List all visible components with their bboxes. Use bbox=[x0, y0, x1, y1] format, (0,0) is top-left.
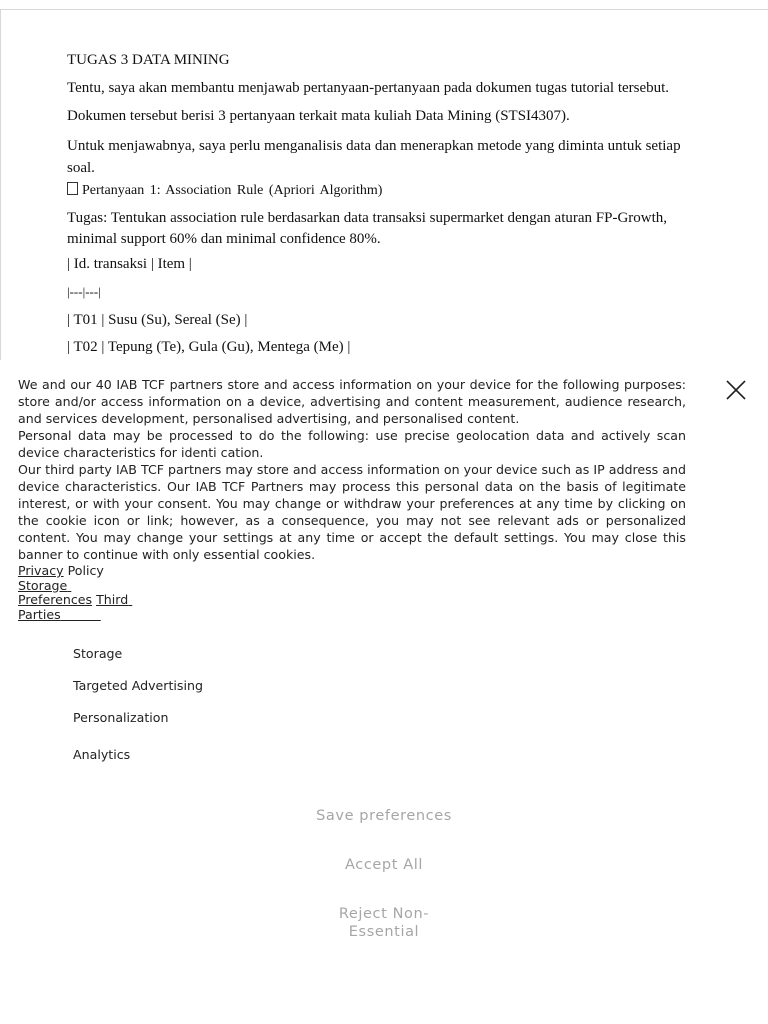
consent-purposes-paragraph: We and our 40 IAB TCF partners store and access information on your device for the following purposes: store and/or access information on a device, advertising and content measurement, audience research, and services development, personalised advertising, and personalised content. bbox=[18, 377, 686, 426]
policy-text: Policy bbox=[67, 563, 104, 578]
category-analytics[interactable]: Analytics bbox=[73, 747, 131, 762]
table-row: | T02 | Tepung (Te), Gula (Gu), Mentega (Me) | bbox=[67, 339, 351, 355]
storage-preferences-link[interactable]: Preferences bbox=[18, 592, 93, 607]
privacy-policy-link[interactable]: Privacy bbox=[18, 563, 64, 578]
category-storage[interactable]: Storage bbox=[73, 646, 123, 661]
intro-paragraph-2: Dokumen tersebut berisi 3 pertanyaan terkait mata kuliah Data Mining (STSI4307). bbox=[67, 108, 570, 124]
document-title: TUGAS 3 DATA MINING bbox=[67, 52, 230, 68]
storage-preferences-link-part[interactable]: Storage bbox=[18, 577, 68, 593]
close-button[interactable] bbox=[724, 378, 748, 402]
save-preferences-button[interactable]: Save preferences bbox=[316, 808, 452, 824]
intro-paragraph-1: Tentu, saya akan membantu menjawab pertanyaan-pertanyaan pada dokumen tugas tutorial tersebut. bbox=[67, 80, 670, 96]
third-parties-link[interactable]: Parties bbox=[18, 606, 61, 622]
missing-glyph-icon bbox=[67, 182, 78, 195]
accept-all-button[interactable]: Accept All bbox=[344, 857, 423, 873]
cookie-consent-banner bbox=[0, 360, 768, 1024]
reject-button-line-1: Reject Non- bbox=[338, 906, 430, 922]
document-page bbox=[0, 9, 768, 369]
category-personalization[interactable]: Personalization bbox=[73, 710, 169, 725]
close-icon bbox=[724, 378, 748, 402]
reject-button-line-2: Essential bbox=[348, 924, 420, 940]
third-parties-link-part[interactable]: Third bbox=[96, 592, 129, 607]
consent-links bbox=[18, 564, 148, 622]
question-1-heading bbox=[67, 182, 382, 199]
reject-non-essential-button[interactable] bbox=[284, 905, 484, 941]
intro-paragraph-3: Untuk menjawabnya, saya perlu menganalisis data dan menerapkan metode yang diminta untuk setiap soal. bbox=[67, 138, 681, 176]
table-row: |---|---| bbox=[67, 284, 101, 299]
consent-text bbox=[18, 376, 686, 563]
task-paragraph: Tugas: Tentukan association rule berdasarkan data transaksi supermarket dengan aturan FP-Growth, minimal support 60% dan minimal confidence 80%. bbox=[67, 210, 668, 247]
consent-partners-paragraph: Our third party IAB TCF partners may store and access information on your device such as IP address and device characteristics. Our IAB TCF Partners may process this personal data on the basis of legitimate interest, or with your consent. You may change or withdraw your preferences at any time by clicking on the cookie icon or link; however, as a consequence, you may not see relevant ads or personalized content. You may change your settings at any time or accept the default settings. You may close this banner to continue with only essential cookies. bbox=[18, 462, 686, 562]
table-row: | Id. transaksi | Item | bbox=[67, 256, 192, 272]
question-1-heading-text: Pertanyaan 1: Association Rule (Apriori Algorithm) bbox=[82, 183, 383, 198]
category-targeted-advertising[interactable]: Targeted Advertising bbox=[73, 678, 203, 693]
consent-processing-paragraph: Personal data may be processed to do the following: use precise geolocation data and actively scan device characteristics for identi cation. bbox=[18, 428, 686, 460]
table-row: | T01 | Susu (Su), Sereal (Se) | bbox=[67, 312, 248, 328]
